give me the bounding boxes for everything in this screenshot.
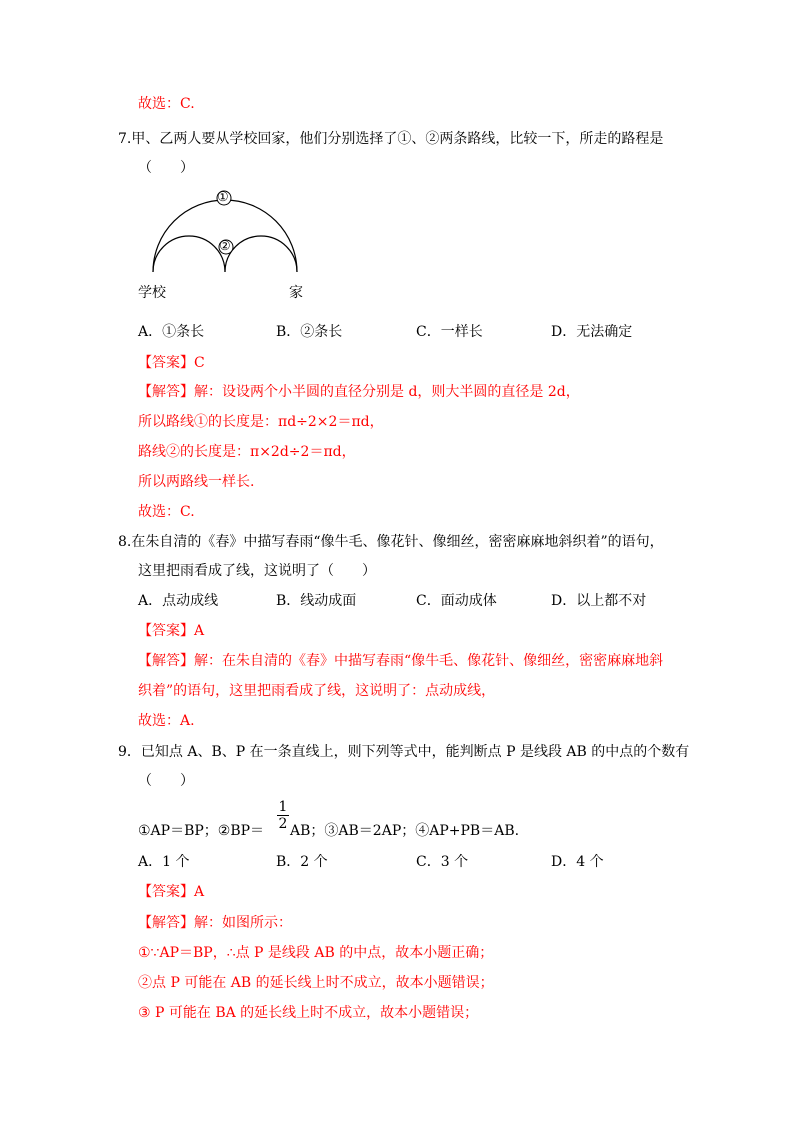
route1-big-semicircle [153, 200, 297, 272]
route1-label: ① [217, 190, 229, 205]
q9-option-c: C．3 个 [416, 854, 469, 870]
q7-options [138, 322, 758, 342]
q8-solution-line-2: 织着”的语句，这里把雨看成了线，这说明了：点动成线， [138, 683, 496, 699]
route2-left-semicircle [153, 236, 225, 272]
q7-option-b: B．②条长 [276, 324, 343, 340]
q7-option-d: D．无法确定 [551, 324, 633, 340]
q7-solution-line-1: 【解答】解：设设两个小半圆的直径分别是 d，则大半圆的直径是 2d， [138, 384, 580, 400]
q9-equations-part-2: AB；③AB＝2AP；④AP+PB＝AB. [290, 823, 520, 839]
q9-answer: 【答案】A [138, 884, 205, 900]
school-label: 学校 [138, 285, 166, 301]
q8-options [138, 591, 758, 611]
fraction-denominator: 2 [278, 816, 288, 832]
q7-stem: 7.甲、乙两人要从学校回家，他们分别选择了①、②两条路线，比较一下，所走的路程是 [118, 131, 664, 147]
q9-solution-line-3: ②点 P 可能在 AB 的延长线上时不成立，故本小题错误； [138, 975, 494, 991]
q8-option-c: C．面动成体 [416, 593, 497, 609]
q7-route-figure [138, 180, 338, 300]
q9-options [138, 852, 758, 872]
q9-solution-line-2: ①∵AP＝BP，∴点 P 是线段 AB 的中点，故本小题正确； [138, 945, 494, 961]
q8-option-d: D．以上都不对 [551, 593, 647, 609]
q7-solution-line-2: 所以路线①的长度是：πd÷2×2＝πd， [138, 414, 384, 430]
q8-stem-line-2: 这里把雨看成了线，这说明了（ ） [138, 563, 376, 579]
q6-choice-line: 故选：C. [138, 96, 195, 112]
q7-blank: （ ） [138, 160, 194, 176]
q9-option-d: D．4 个 [551, 854, 604, 870]
q7-option-a: A．①条长 [138, 324, 205, 340]
q8-option-a: A．点动成线 [138, 593, 219, 609]
route2-right-semicircle [225, 236, 297, 272]
q9-blank: （ ） [138, 773, 194, 789]
q7-choice-line: 故选：C. [138, 504, 195, 520]
q8-solution-line-1: 【解答】解：在朱自清的《春》中描写春雨“像牛毛、像花针、像细丝，密密麻麻地斜 [138, 653, 664, 669]
q7-solution-line-3: 路线②的长度是：π×2d÷2＝πd， [138, 444, 356, 460]
q8-stem-line-1: 8.在朱自清的《春》中描写春雨“像牛毛、像花针、像细丝，密密麻麻地斜织着”的语句， [118, 534, 664, 550]
q8-choice-line: 故选：A. [138, 713, 195, 729]
home-label: 家 [289, 285, 303, 301]
q7-solution-line-4: 所以两路线一样长. [138, 474, 255, 490]
q9-solution-line-1: 【解答】解：如图所示： [138, 915, 292, 931]
q7-option-c: C．一样长 [416, 324, 483, 340]
q7-answer: 【答案】C [138, 355, 205, 371]
q8-option-b: B．线动成面 [276, 593, 357, 609]
fraction-numerator: 1 [278, 799, 288, 815]
q9-equations-part-1: ①AP＝BP；②BP＝ [138, 823, 265, 839]
q9-option-b: B．2 个 [276, 854, 328, 870]
q9-option-a: A．1 个 [138, 854, 190, 870]
q9-stem: 9．已知点 A、B、P 在一条直线上，则下列等式中，能判断点 P 是线段 AB 的中点的个数有 [118, 744, 690, 760]
q8-answer: 【答案】A [138, 623, 205, 639]
q9-solution-line-4: ③ P 可能在 BA 的延长线上时不成立，故本小题错误； [138, 1005, 479, 1021]
route2-label: ② [219, 239, 231, 254]
